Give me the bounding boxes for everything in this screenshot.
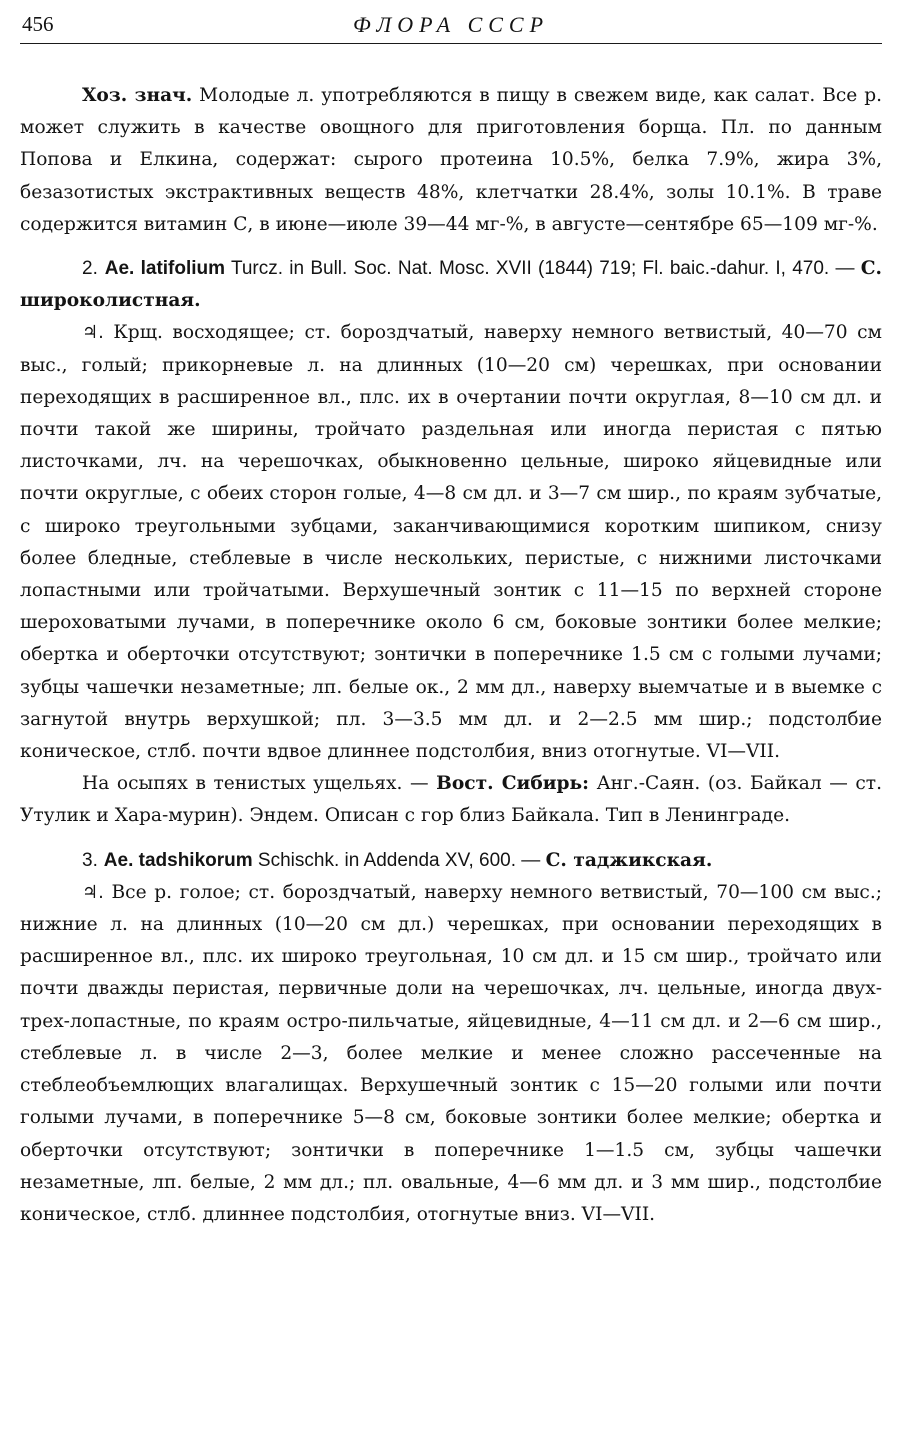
species-2-distribution-text: Анг.-Саян. (оз. Байкал — ст. Утулик и Хара-мурин). Эндем. Описан с гор близ Байкала. Тип в Ленинграде. xyxy=(20,773,882,827)
species-2-number: 2. xyxy=(82,258,98,280)
species-2-description-text: Крщ. восходящее; ст. бороздчатый, наверху немного ветвистый, 40—70 см выс., голый; прикорневые л. на длинных (10—20 см) черешках, при основании переходящих в расширенное вл., плс. их в очертании почти округлая, 8—10 см дл. и почти такой же ширины, тройчато раздельная или иногда перистая с пятью листочками, лч. на черешочках, обыкновенно цельные, широко яйцевидные или почти округлые, с обеих сторон голые, 4—8 см дл. и 3—7 см шир., по краям зубчатые, с широко треугольными зубцами, заканчивающимися коротким шипиком, снизу более бледные, стеблевые в числе нескольких, перистые, с нижними листочками лопастными или тройчатыми. Верхушечный зонтик с 11—15 по верхней стороне шероховатыми лучами, в поперечнике около 6 см, боковые зонтики более мелкие; обертка и оберточки отсутствуют; зонтички в поперечнике 1.5 см с голыми лучами; зубцы чашечки незаметные; лп. белые ок., 2 мм дл., наверху выемчатые и в выемке с загнутой внутрь верхушкой; пл. 3—3.5 мм дл. и 2—2.5 мм шир.; подстолбие коническое, стлб. почти вдвое длиннее подстолбия, вниз отогнутые. VI—VII. xyxy=(20,322,882,763)
economic-value-paragraph xyxy=(20,80,882,241)
species-3-citation: Schischk. in Addenda XV, 600. — xyxy=(252,849,546,871)
species-2-russian-name: С. широколистная. xyxy=(20,258,882,312)
header-rule xyxy=(20,43,882,44)
species-2-description xyxy=(20,317,882,768)
perennial-symbol-icon: ♃. xyxy=(82,322,104,344)
species-3-latin-name: Ae. tadshikorum xyxy=(103,849,253,871)
species-2-heading xyxy=(20,253,882,317)
economic-value-heading: Хоз. знач. xyxy=(82,85,193,106)
species-3-description xyxy=(20,877,882,1231)
species-3-description-text: Все р. голое; ст. бороздчатый, наверху немного ветвистый, 70—100 см выс.; нижние л. на длинных (10—20 см дл.) черешках, при основании переходящих в расширенное вл., плс. их широко треугольная, 10 см дл. и 15 см шир., тройчато или почти дважды перистая, первичные доли на черешочках, лч. цельные, иногда двух-трех-лопастные, по краям остро-пильчатые, яйцевидные, 4—11 см дл. и 2—6 см шир., стеблевые л. в числе 2—3, более мелкие и менее сложно рассеченные на стеблеобъемлющих влагалищах. Верхушечный зонтик с 15—20 голыми или почти голыми лучами, в поперечнике 5—8 см, боковые зонтики более мелкие; обертка и оберточки отсутствуют; зонтички в поперечнике 1—1.5 см, зубцы чашечки незаметные, лп. белые, 2 мм дл.; пл. овальные, 4—6 мм дл. и 3 мм шир., подстолбие коническое, стлб. длиннее подстолбия, отогнутые вниз. VI—VII. xyxy=(20,881,882,1225)
species-2-habitat: На осыпях в тенистых ущельях. — xyxy=(82,773,437,795)
species-2-distribution xyxy=(20,768,882,832)
species-2-latin-name: Ae. latifolium xyxy=(104,258,226,280)
species-3-number: 3. xyxy=(82,849,98,871)
page-number: 456 xyxy=(22,12,54,36)
page-header xyxy=(20,12,882,46)
species-2-region: Вост. Сибирь: xyxy=(436,773,590,795)
species-3-russian-name: С. таджикская. xyxy=(545,849,713,871)
running-title: ФЛОРА СССР xyxy=(352,12,550,37)
species-3-heading xyxy=(20,845,882,877)
economic-value-text: Молодые л. употребляются в пищу в свежем виде, как салат. Все р. может служить в качестве овощного для приготовления борща. Пл. по данным Попова и Елкина, содержат: сырого протеина 10.5%, белка 7.9%, жира 3%, безазотистых экстрактивных веществ 48%, клетчатки 28.4%, золы 10.1%. В траве содержится витамин С, в июне—июле 39—44 мг-%, в августе—сентябре 65—109 мг-%. xyxy=(20,85,883,235)
perennial-symbol-icon: ♃. xyxy=(82,881,104,903)
species-2-citation: Turcz. in Bull. Soc. Nat. Mosc. XVII (1844) 719; Fl. baic.-dahur. I, 470. — xyxy=(225,258,861,280)
